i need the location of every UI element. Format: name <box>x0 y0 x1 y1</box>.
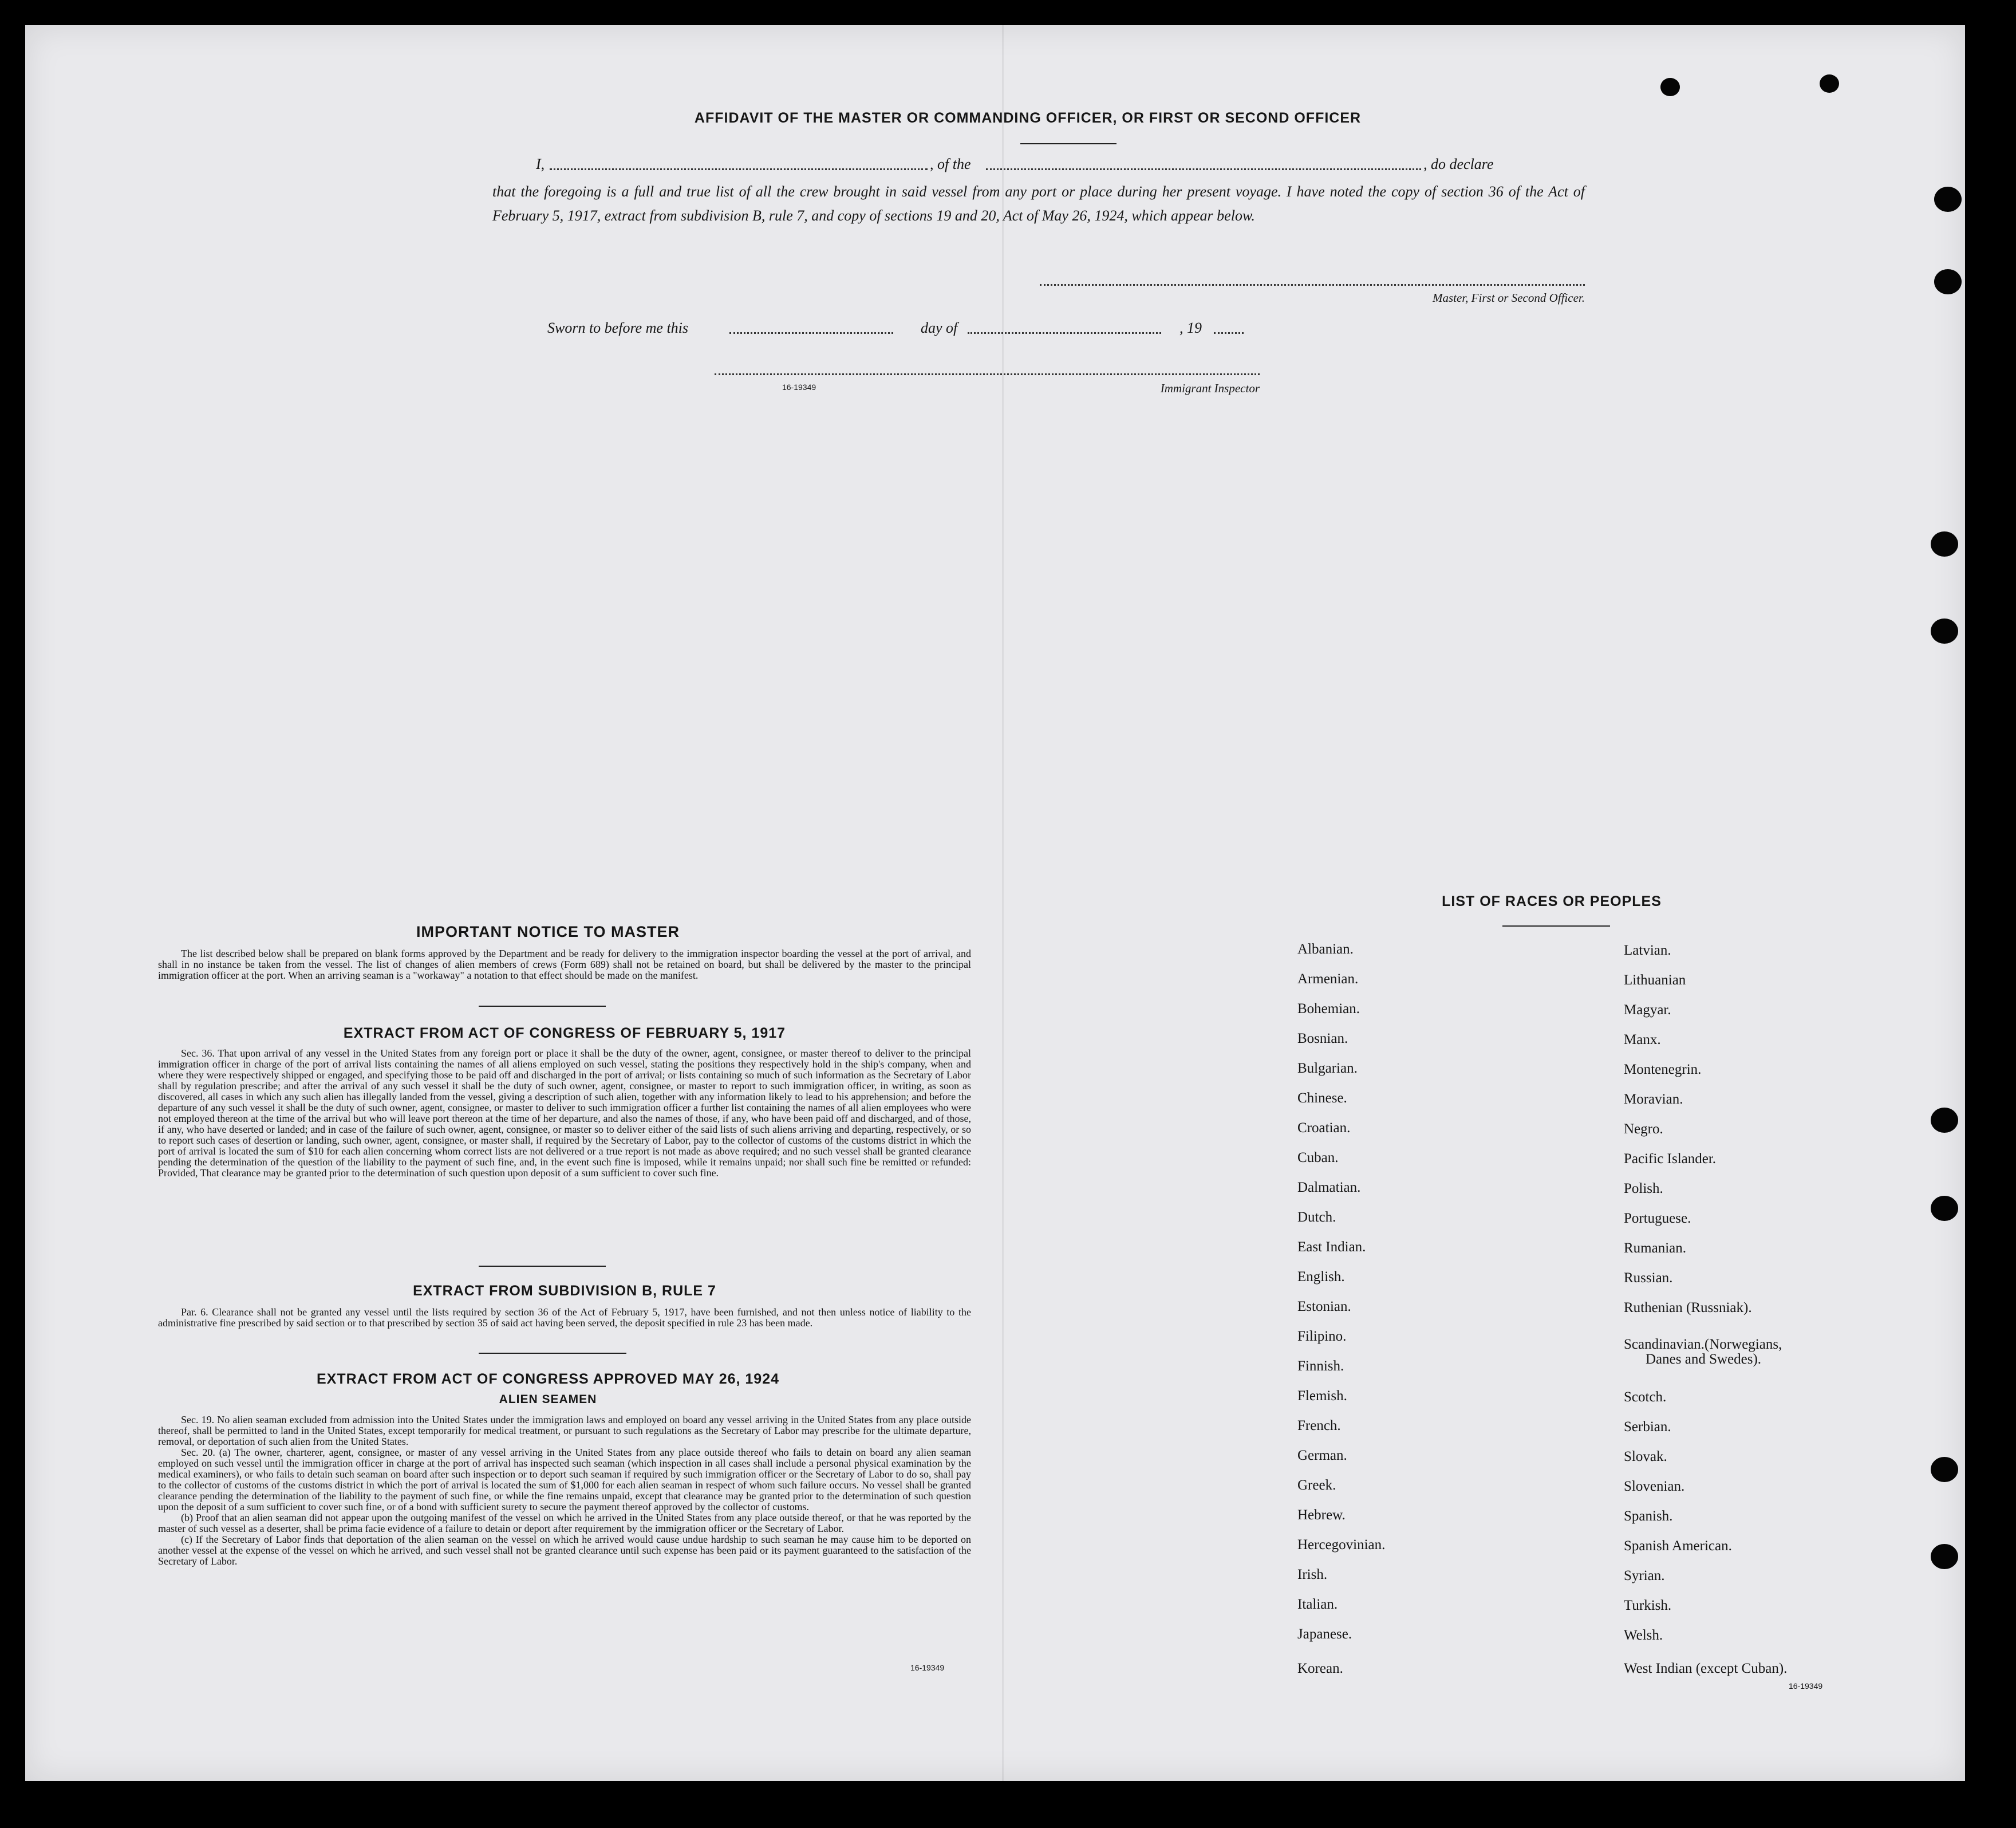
alien-seamen-subtitle: ALIEN SEAMEN <box>499 1393 597 1406</box>
affidavit-form-number: 16-19349 <box>782 383 816 392</box>
race-item: Flemish. <box>1297 1388 1347 1404</box>
race-item: Ruthenian (Russniak). <box>1624 1300 1752 1315</box>
notice-title: IMPORTANT NOTICE TO MASTER <box>416 923 680 940</box>
punch-hole <box>1931 531 1958 557</box>
race-item: Dutch. <box>1297 1210 1336 1225</box>
section-divider <box>479 1006 606 1007</box>
sworn-day-label: day of <box>921 320 958 336</box>
race-item: Filipino. <box>1297 1329 1347 1344</box>
races-form-number: 16-19349 <box>1789 1681 1823 1691</box>
sworn-statement <box>547 320 1269 342</box>
vessel-of-label: , of the <box>930 156 971 172</box>
race-item: Bosnian. <box>1297 1031 1348 1046</box>
extract-1917-title: EXTRACT FROM ACT OF CONGRESS OF FEBRUARY 5, 1917 <box>343 1025 786 1041</box>
sec-20b-text: (b) Proof that an alien seaman did not appear upon the outgoing manifest of the vessel on which he arrived in the United States from any place outside thereof, or that he was reported by the master of such vessel as a deserter, shall be prima facie evidence of a failure to detain or deport after requirement by the immigration officer or the Secretary of Labor. <box>158 1512 971 1534</box>
affidavit-body: that the foregoing is a full and true list of all the crew brought in said vessel from any port or place during her present voyage. I have noted the copy of section 36 of the Act of February 5, 1917, extract from subdivision B, rule 7, and copy of sections 19 and 20, Act of May 26, 1924, which appear below. <box>492 183 1585 224</box>
punch-hole <box>1934 269 1962 294</box>
sworn-year-label: , 19 <box>1179 320 1202 336</box>
race-item: Cuban. <box>1297 1150 1339 1165</box>
race-item: Irish. <box>1297 1567 1328 1582</box>
extract-1917-text: Sec. 36. That upon arrival of any vessel in the United States from any foreign port or place it shall be the duty of the owner, agent, consignee, or master thereof to deliver to the principal immigration officer in charge of the port of arrival lists containing the names of all aliens employed on such vessel, stating the positions they respectively hold in the ship's company, when and where they were respectively shipped or engaged, and specifying those to be paid off and discharged in the port of arrival; or lists containing so much of such information as the Secretary of Labor shall by regulation prescribe; and after the arrival of any such vessel it shall be the duty of such owner, agent, consignee, or master to report to such immigration officer, in writing, as soon as discovered, all cases in which any such alien has illegally landed from the vessel, giving a description of such alien, together with any information likely to lead to his apprehension; and before the departure of any such vessel it shall be the duty of such owner, agent, consignee, or master to deliver to such immigration officer a further list containing the names of all alien employees who were not employed thereon at the time of the arrival but who will leave port thereon at the time of her departure, and also the names of those, if any, who have been paid off and discharged, and of those, if any, who have deserted or landed; and in case of the failure of such owner, agent, consignee, or master so to deliver either of the said lists of such aliens arriving and departing, respectively, or so to report such cases of desertion or landing, such owner, agent, consignee, or master shall, if required by the Secretary of Labor, pay to the collector of customs of the customs district in which the port of arrival is located the sum of $10 for each alien concerning whom correct lists are not delivered or a true report is not made as above required; and no such vessel shall be granted clearance pending the determination of the question of the liability to the payment of such fine, and, in the event such fine is imposed, while it remains unpaid; nor shall such fine be remitted or refunded: Provided, That clearance may be granted prior to the determination of such question upon deposit of a sum sufficient to cover such fine. <box>158 1047 971 1179</box>
race-item: Spanish. <box>1624 1508 1673 1524</box>
punch-hole <box>1931 1457 1958 1482</box>
race-item: Negro. <box>1624 1121 1663 1137</box>
punch-hole <box>1931 618 1958 644</box>
sec-20a-text: Sec. 20. (a) The owner, charterer, agent, consignee, or master of any vessel arriving in the United States from any place outside thereof who fails to detain on board any alien seaman employed on such vessel until the immigration officer in charge at the port of arrival has inspected such seaman (which inspection in all cases shall include a personal physical examination by the medical examiners), or who fails to detain such seaman on board after such inspection or to deport such seaman if required by such immigration officer or the Secretary of Labor to do so, shall pay to the collector of customs of the customs district in which the port of arrival is located the sum of $1,000 for each alien seaman in respect of whom such failure occurs. No vessel shall be granted clearance pending the determination of the liability to the payment of such fine, or while the fine remains unpaid, except that clearance may be granted prior to the determination of such question upon the deposit of a sum sufficient to cover such fine, or of a bond with sufficient surety to secure the payment thereof approved by the collector of customs. <box>158 1447 971 1512</box>
title-divider <box>1020 143 1117 144</box>
declare-label: , do declare <box>1423 156 1494 172</box>
race-item: Portuguese. <box>1624 1211 1691 1226</box>
race-item: English. <box>1297 1269 1345 1285</box>
punch-hole <box>1660 78 1680 96</box>
race-item: Scotch. <box>1624 1389 1667 1405</box>
race-item: Montenegrin. <box>1624 1062 1702 1077</box>
master-signature-field[interactable] <box>1040 284 1585 286</box>
race-item: Greek. <box>1297 1478 1336 1493</box>
race-item: Bohemian. <box>1297 1001 1360 1017</box>
sec-19-text: Sec. 19. No alien seaman excluded from admission into the United States under the immigration laws and employed on board any vessel arriving in the United States from any place outside thereof, shall be permitted to land in the United States, except temporarily for medical treatment, or pursuant to such regulations as the Secretary of Labor may prescribe for the ultimate departure, removal, or deportation of such alien from the United States. <box>158 1414 971 1447</box>
page-fold <box>1002 25 1004 1781</box>
extract-1924-body <box>158 1415 971 1567</box>
section-divider <box>479 1353 626 1354</box>
vessel-name-field[interactable] <box>986 168 1421 170</box>
race-item: French. <box>1297 1418 1341 1433</box>
race-item: Pacific Islander. <box>1624 1151 1717 1167</box>
race-item: Danes and Swedes). <box>1646 1352 1762 1367</box>
race-item: East Indian. <box>1297 1239 1366 1255</box>
race-item: Turkish. <box>1624 1598 1672 1613</box>
race-item: Korean. <box>1297 1661 1343 1676</box>
race-item: Hebrew. <box>1297 1507 1346 1523</box>
race-item: Scandinavian.(Norwegians, <box>1624 1337 1782 1352</box>
master-signature-label: Master, First or Second Officer. <box>1433 291 1585 305</box>
inspector-label: Immigrant Inspector <box>1160 381 1260 395</box>
punch-hole <box>1931 1544 1958 1569</box>
declarant-name-field[interactable] <box>550 168 928 170</box>
race-item: Armenian. <box>1297 971 1359 987</box>
race-item: Italian. <box>1297 1597 1338 1612</box>
race-item: Manx. <box>1624 1032 1661 1047</box>
notice-text: The list described below shall be prepared on blank forms approved by the Department and be ready for delivery to the immigration inspector boarding the vessel at the port of arrival, and shall in no instance be taken from the vessel. The list of changes of alien members of crews (Form 689) shall not be retained on board, but shall be delivered by the master to the principal immigration officer at the port. When an arriving seaman is a "workaway" a notation to that effect should be made on the manifest. <box>158 948 971 981</box>
extract-form-number: 16-19349 <box>910 1663 945 1672</box>
race-item: Moravian. <box>1624 1092 1683 1107</box>
affidavit-title: AFFIDAVIT OF THE MASTER OR COMMANDING OFFICER, OR FIRST OR SECOND OFFICER <box>694 110 1362 126</box>
race-item: Hercegovinian. <box>1297 1537 1386 1553</box>
extract-rule7-text: Par. 6. Clearance shall not be granted any vessel until the lists required by section 36 of the Act of February 5, 1917, have been furnished, and not then unless notice of liability to the administrative fine prescribed by said section or to that prescribed by section 35 of said act having been served, the deposit specified in rule 23 has been made. <box>158 1306 971 1329</box>
races-title: LIST OF RACES OR PEOPLES <box>1442 893 1662 909</box>
race-item: West Indian (except Cuban). <box>1624 1661 1788 1676</box>
race-item: Syrian. <box>1624 1568 1665 1583</box>
race-item: Estonian. <box>1297 1299 1351 1314</box>
inspector-signature-field[interactable] <box>715 373 1260 375</box>
race-item: Russian. <box>1624 1270 1673 1286</box>
race-item: Lithuanian <box>1624 972 1686 988</box>
punch-hole <box>1931 1196 1958 1221</box>
race-item: Rumanian. <box>1624 1240 1687 1256</box>
race-item: Spanish American. <box>1624 1538 1732 1554</box>
sworn-month-field[interactable] <box>968 332 1161 334</box>
punch-hole <box>1934 187 1962 212</box>
race-item: Chinese. <box>1297 1090 1347 1106</box>
race-item: Slovenian. <box>1624 1479 1685 1494</box>
extract-rule7-title: EXTRACT FROM SUBDIVISION B, RULE 7 <box>413 1283 716 1299</box>
race-item: Bulgarian. <box>1297 1061 1358 1076</box>
race-item: Magyar. <box>1624 1002 1671 1018</box>
race-item: Albanian. <box>1297 941 1354 957</box>
race-item: Slovak. <box>1624 1449 1667 1464</box>
race-item: Welsh. <box>1624 1628 1663 1643</box>
race-item: Serbian. <box>1624 1419 1671 1435</box>
race-item: Japanese. <box>1297 1626 1352 1642</box>
sec-20c-text: (c) If the Secretary of Labor finds that deportation of the alien seaman on the vessel on which he arrived would cause undue hardship to such seaman he may cause him to be deported on another vessel at the expense of the vessel on which he arrived, and such vessel shall not be granted clearance until such expense has been paid or its payment guaranteed to the satisfaction of the Secretary of Labor. <box>158 1534 971 1567</box>
race-item: Dalmatian. <box>1297 1180 1361 1195</box>
races-title-divider <box>1502 925 1610 927</box>
declarant-prefix: I, <box>536 156 545 172</box>
extract-1924-title: EXTRACT FROM ACT OF CONGRESS APPROVED MAY 26, 1924 <box>316 1371 780 1387</box>
affidavit-line1 <box>492 156 1586 179</box>
race-item: Polish. <box>1624 1181 1663 1196</box>
punch-hole <box>1820 74 1839 93</box>
sworn-prefix: Sworn to before me this <box>547 320 689 336</box>
race-item: Finnish. <box>1297 1358 1344 1374</box>
section-divider <box>479 1266 606 1267</box>
sworn-year-field[interactable] <box>1214 332 1244 334</box>
sworn-day-field[interactable] <box>729 332 893 334</box>
punch-hole <box>1931 1108 1958 1133</box>
race-item: Croatian. <box>1297 1120 1351 1136</box>
race-item: Latvian. <box>1624 943 1671 958</box>
race-item: German. <box>1297 1448 1347 1463</box>
